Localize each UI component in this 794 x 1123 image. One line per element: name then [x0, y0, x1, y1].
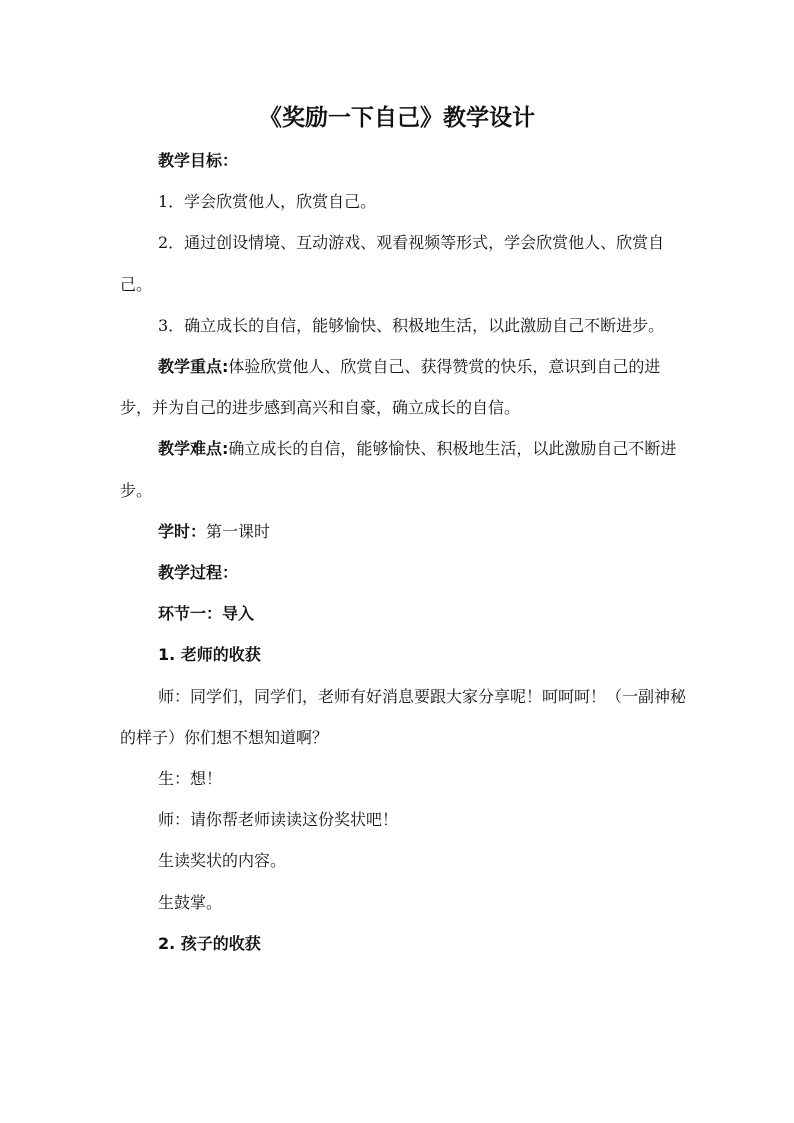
document-body [120, 140, 690, 964]
period-paragraph [120, 511, 690, 552]
difficulty-label: 教学难点 [158, 439, 223, 459]
difficulty-paragraph: 教学难点:确立成长的自信，能够愉快、积极地生活，以此激励自己不断进步。 [120, 439, 677, 500]
dialog-5: 生鼓掌。 [158, 892, 223, 912]
dialog-3: 师：请你帮老师读读这份奖状吧！ [158, 810, 399, 830]
sub-2-heading: 2. 孩子的收获 [158, 933, 261, 953]
period-value: 第一课时 [206, 521, 271, 541]
difficulty-text: 确立成长的自信，能够愉快、积极地生活，以此激励自己不断进步。 [120, 439, 677, 500]
key-point-text: 体验欣赏他人、欣赏自己、获得赞赏的快乐，意识到自己的进步，并为自己的进步感到高兴和自豪，确立成长的自信。 [120, 357, 661, 418]
objective-3: 3．确立成长的自信，能够愉快、积极地生活，以此激励自己不断进步。 [158, 315, 665, 335]
section-1-heading: 环节一：导入 [158, 604, 255, 624]
dialog-1: 师：同学们，同学们，老师有好消息要跟大家分享呢！呵呵呵！（一副神秘的样子）你们想不想知道啊？ [120, 686, 687, 747]
objective-1: 1．学会欣赏他人，欣赏自己。 [158, 192, 377, 212]
document-title: 《奖励一下自己》教学设计 [259, 105, 535, 131]
dialog-4: 生读奖状的内容。 [158, 851, 287, 871]
dialog-2: 生：想！ [158, 769, 223, 789]
period-label: 学时： [158, 521, 207, 541]
key-point-label: 教学重点 [158, 357, 223, 377]
key-point-paragraph: 教学重点:体验欣赏他人、欣赏自己、获得赞赏的快乐，意识到自己的进步，并为自己的进步感到高兴和自豪，确立成长的自信。 [120, 357, 661, 418]
sub-1-heading: 1. 老师的收获 [158, 645, 261, 665]
objectives-heading: 教学目标： [158, 151, 239, 170]
process-heading: 教学过程： [158, 563, 239, 583]
objective-2: 2．通过创设情境、互动游戏、观看视频等形式，学会欣赏他人、欣赏自己。 [120, 233, 665, 294]
